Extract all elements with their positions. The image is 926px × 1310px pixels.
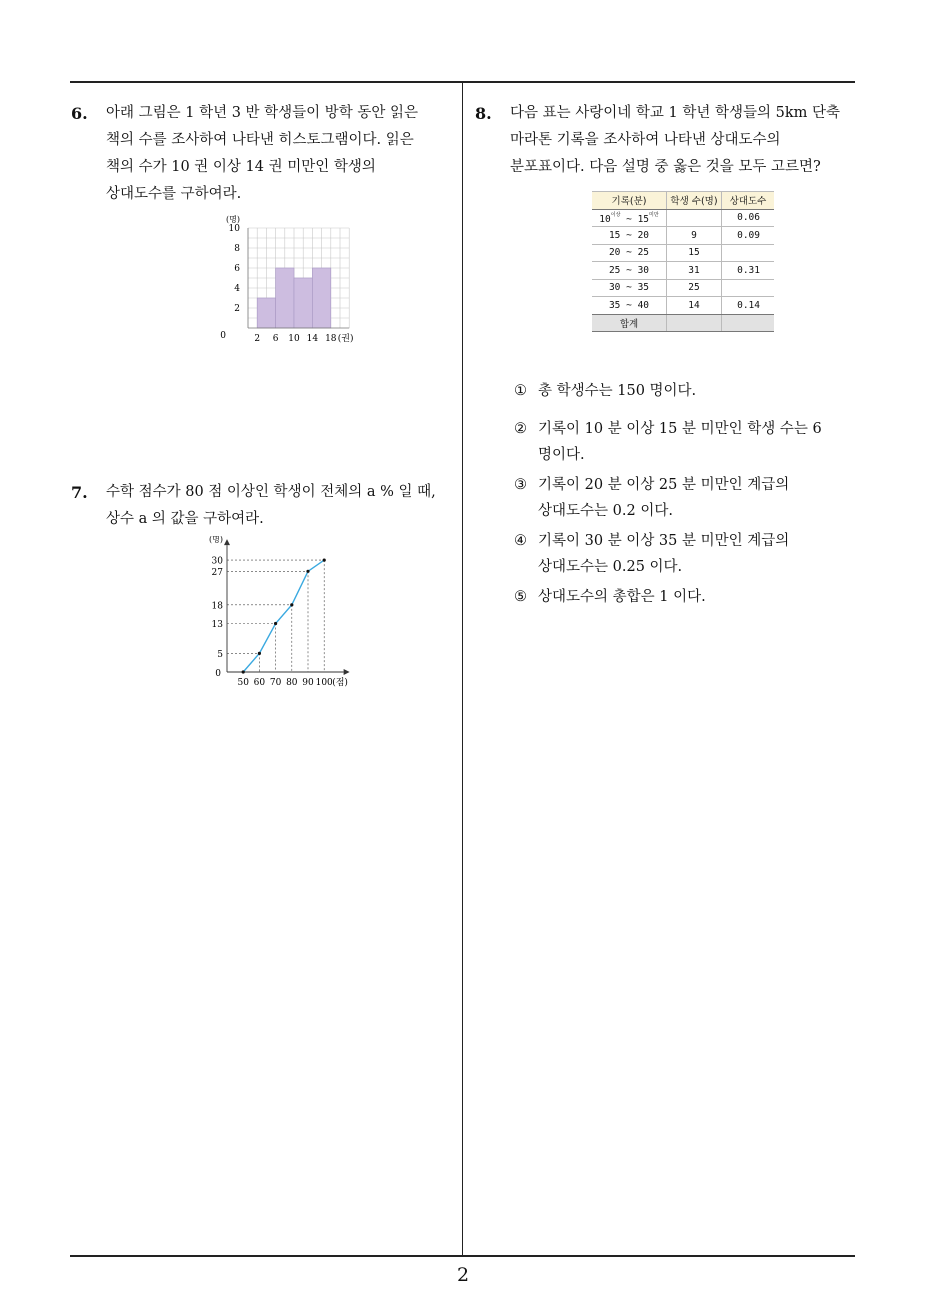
table-total-row xyxy=(592,314,774,332)
y-tick-label: 18 xyxy=(211,601,223,612)
record-upper-suffix: 미만 xyxy=(649,211,659,218)
record-upper: 40 xyxy=(637,299,650,311)
relative-frequency-cell xyxy=(722,244,775,262)
histogram-bar xyxy=(276,268,294,328)
x-tick-label: 14 xyxy=(306,334,319,344)
relative-frequency-cell: 0.09 xyxy=(722,227,775,245)
record-cell xyxy=(592,227,667,245)
y-tick-label: 27 xyxy=(211,567,223,578)
y-tick-label: 10 xyxy=(228,224,240,234)
y-axis-label: (명) xyxy=(226,215,240,224)
y-tick-label: 0 xyxy=(215,669,221,679)
choice-text: 상대도수는 0.25 이다. xyxy=(538,559,683,575)
record-cell xyxy=(592,279,667,297)
data-point xyxy=(290,603,293,606)
record-tilde: ~ xyxy=(620,213,638,225)
x-tick-label: 18 xyxy=(325,334,337,344)
table-row xyxy=(592,279,774,297)
record-upper: 20 xyxy=(637,229,650,241)
y-tick-label: 30 xyxy=(211,556,223,567)
record-upper: 35 xyxy=(637,282,650,294)
question-8-line: 마라톤 기록을 조사하여 나타낸 상대도수의 xyxy=(510,132,781,148)
table-row xyxy=(592,297,774,315)
y-axis-arrow xyxy=(224,539,230,545)
column-divider xyxy=(462,82,463,1255)
record-upper: 30 xyxy=(637,264,650,276)
student-count-cell: 15 xyxy=(667,244,722,262)
relative-frequency-table xyxy=(592,191,774,332)
page-number: 2 xyxy=(456,1264,470,1286)
record-tilde: ~ xyxy=(620,264,638,276)
x-axis-label: (권) xyxy=(337,334,354,344)
student-count-cell xyxy=(667,209,722,227)
choice-mark: ① xyxy=(514,383,527,399)
histogram-chart xyxy=(200,205,360,350)
question-7-number: 7. xyxy=(71,483,88,502)
data-line xyxy=(243,560,324,672)
header-record: 기록(분) xyxy=(592,192,667,210)
question-6-line: 책의 수가 10 권 이상 14 권 미만인 학생의 xyxy=(106,159,376,175)
data-point xyxy=(306,570,309,573)
record-lower: 20 xyxy=(608,247,621,259)
question-8-text xyxy=(510,100,840,181)
x-tick-label: 10 xyxy=(288,334,300,344)
question-6-number: 6. xyxy=(71,104,88,123)
question-6-text xyxy=(106,100,418,208)
answer-choice[interactable] xyxy=(514,416,822,468)
histogram-bar xyxy=(312,268,330,328)
table-row xyxy=(592,227,774,245)
relative-frequency-cell: 0.31 xyxy=(722,262,775,280)
answer-choice[interactable] xyxy=(514,584,706,610)
x-tick-label: 70 xyxy=(269,678,282,688)
x-tick-label: 80 xyxy=(286,678,298,688)
x-tick-label: 6 xyxy=(272,334,279,344)
choice-mark: ② xyxy=(514,421,527,437)
record-cell xyxy=(592,209,667,227)
total-relative-frequency xyxy=(722,314,775,332)
record-cell xyxy=(592,297,667,315)
cumulative-frequency-chart xyxy=(195,536,365,691)
question-7-line: 수학 점수가 80 점 이상인 학생이 전체의 a % 일 때, xyxy=(106,484,436,500)
x-tick-label: 2 xyxy=(254,334,261,344)
data-point xyxy=(323,559,326,562)
x-tick-label: 60 xyxy=(253,678,266,688)
data-point xyxy=(242,670,245,673)
y-tick-label: 13 xyxy=(211,620,223,631)
choice-text: 기록이 20 분 이상 25 분 미만인 계급의 xyxy=(538,477,790,493)
student-count-cell: 9 xyxy=(667,227,722,245)
answer-choice[interactable] xyxy=(514,378,696,404)
question-6 xyxy=(71,100,451,210)
choice-text: 명이다. xyxy=(538,447,585,463)
student-count-cell: 14 xyxy=(667,297,722,315)
answer-choice[interactable] xyxy=(514,528,789,580)
record-lower: 15 xyxy=(608,229,621,241)
table-row xyxy=(592,209,774,227)
choice-text: 상대도수는 0.2 이다. xyxy=(538,503,673,519)
record-cell xyxy=(592,262,667,280)
question-7-line: 상수 a 의 값을 구하여라. xyxy=(106,511,264,527)
histogram-bar xyxy=(257,298,275,328)
choice-text: 기록이 30 분 이상 35 분 미만인 계급의 xyxy=(538,533,790,549)
x-tick-label: 100 xyxy=(315,678,333,688)
y-tick-label: 4 xyxy=(234,284,240,294)
question-8 xyxy=(475,100,865,180)
x-tick-label: 90 xyxy=(302,678,314,688)
choice-mark: ④ xyxy=(514,533,527,549)
question-8-line: 다음 표는 사랑이네 학교 1 학년 학생들의 5km 단축 xyxy=(510,105,840,121)
question-6-line: 상대도수를 구하여라. xyxy=(106,186,242,202)
question-7 xyxy=(71,479,451,539)
choice-text: 총 학생수는 150 명이다. xyxy=(538,383,697,399)
histogram-bar xyxy=(294,278,312,328)
x-tick-label: 50 xyxy=(237,678,249,688)
record-tilde: ~ xyxy=(620,247,638,259)
choice-text: 기록이 10 분 이상 15 분 미만인 학생 수는 6 xyxy=(538,421,822,437)
x-axis-arrow xyxy=(344,669,350,675)
table-row xyxy=(592,262,774,280)
data-point xyxy=(258,652,261,655)
record-lower: 30 xyxy=(608,282,621,294)
record-lower: 25 xyxy=(608,264,621,276)
question-8-number: 8. xyxy=(475,104,492,123)
record-lower: 35 xyxy=(608,299,621,311)
question-8-line: 분포표이다. 다음 설명 중 옳은 것을 모두 고르면? xyxy=(510,159,821,175)
choice-text: 상대도수의 총합은 1 이다. xyxy=(538,589,706,605)
table-row xyxy=(592,244,774,262)
header-students: 학생 수(명) xyxy=(667,192,722,210)
table-header-row xyxy=(592,192,774,210)
relative-frequency-cell: 0.14 xyxy=(722,297,775,315)
record-tilde: ~ xyxy=(620,299,638,311)
relative-frequency-cell: 0.06 xyxy=(722,209,775,227)
total-label: 합계 xyxy=(592,314,667,332)
x-axis-label: (점) xyxy=(332,678,348,688)
choice-mark: ⑤ xyxy=(514,589,527,605)
record-upper: 15 xyxy=(637,213,650,225)
y-tick-label: 0 xyxy=(220,331,226,341)
y-tick-label: 8 xyxy=(234,244,240,254)
record-cell xyxy=(592,244,667,262)
student-count-cell: 31 xyxy=(667,262,722,280)
y-tick-label: 5 xyxy=(217,649,223,660)
header-relative-frequency: 상대도수 xyxy=(722,192,775,210)
question-7-text xyxy=(106,479,436,533)
question-6-line: 책의 수를 조사하여 나타낸 히스토그램이다. 읽은 xyxy=(106,132,414,148)
bottom-rule xyxy=(70,1255,855,1257)
record-lower: 10 xyxy=(599,213,611,225)
answer-choice[interactable] xyxy=(514,472,789,524)
record-lower-suffix: 이상 xyxy=(610,211,621,218)
relative-frequency-cell xyxy=(722,279,775,297)
y-tick-label: 2 xyxy=(234,304,240,314)
total-count xyxy=(667,314,722,332)
y-axis-label: (명) xyxy=(209,536,223,545)
data-point xyxy=(274,622,277,625)
record-upper: 25 xyxy=(637,247,650,259)
question-6-line: 아래 그림은 1 학년 3 반 학생들이 방학 동안 읽은 xyxy=(106,105,419,121)
record-tilde: ~ xyxy=(620,229,638,241)
student-count-cell: 25 xyxy=(667,279,722,297)
record-tilde: ~ xyxy=(620,282,638,294)
y-tick-label: 6 xyxy=(234,264,240,274)
choice-mark: ③ xyxy=(514,477,527,493)
